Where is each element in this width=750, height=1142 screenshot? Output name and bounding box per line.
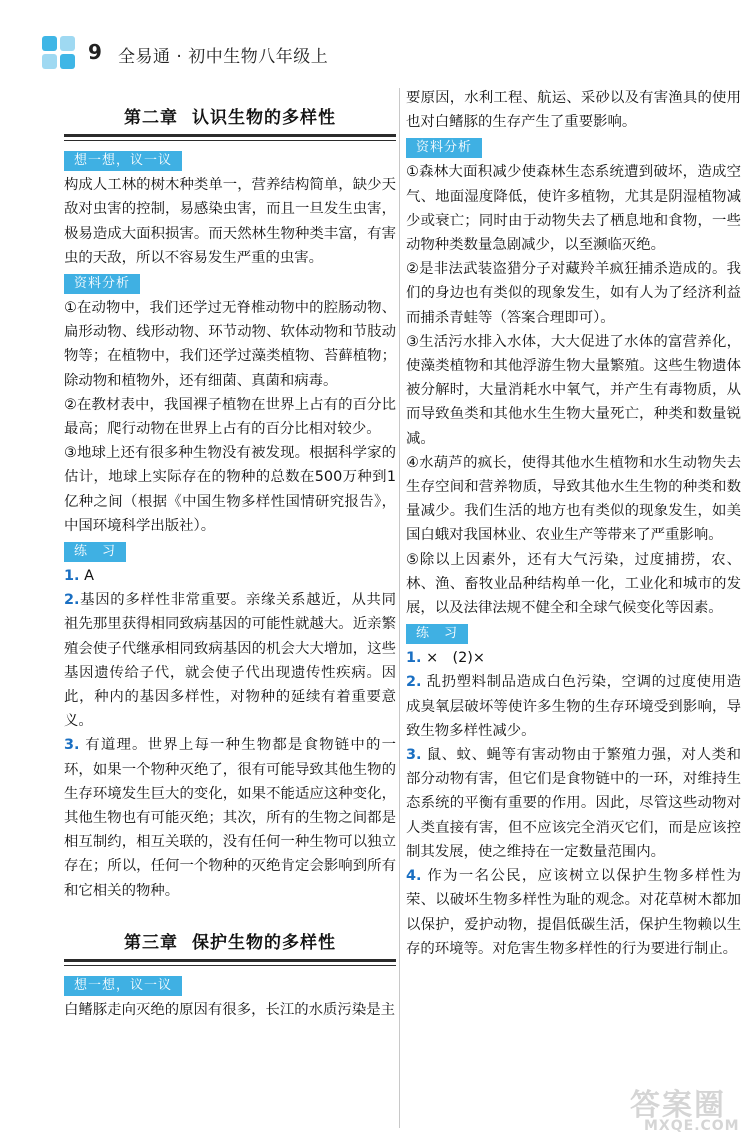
answer-text: 乱扔塑料制品造成白色污染，空调的过度使用造成臭氧层破坏等使许多生物的生存环境受到影响，导致生物多样性减少。 [406, 674, 741, 739]
material-item-3: ③生活污水排入水体，大大促进了水体的富营养化，使藻类植物和其他浮游生物大量繁殖。这些生物遗体被分解时，大量消耗水中氧气，并产生有毒物质，从而导致鱼类和其他水生生物大量死亡，种类和数量锐减。 [406, 333, 741, 447]
question-number: 2. [406, 674, 422, 691]
left-column [64, 96, 396, 1022]
brand-logo-icon [42, 36, 82, 76]
watermark-url: MXQE.COM [644, 1118, 740, 1134]
chapter-2-heading [64, 104, 396, 137]
question-number: 4. [406, 868, 422, 885]
exercise-2 [406, 670, 741, 743]
question-number: 1. [64, 568, 80, 585]
right-column [406, 86, 741, 961]
chapter-3-heading [64, 929, 396, 962]
page-number: 9 [88, 40, 102, 64]
question-number: 1. [406, 650, 422, 667]
answer-text: 有道理。世界上每一种生物都是食物链中的一环，如果一个物种灭绝了，很有可能导致其他生物的生存环境发生巨大的变化，如果不能适应这种变化，其他生物也有可能灭绝；其次，所有的生物之间都是相互制约，相互关联的，没有任何一种生物可以独立存在；所以，任何一个物种的灭绝肯定会影响到所有和它相关的物种。 [64, 737, 396, 899]
material-item-2: ②是非法武装盗猎分子对藏羚羊疯狂捕杀造成的。我们的身边也有类似的现象发生，如有人为了经济利益而捕杀青蛙等（答案合理即可）。 [406, 261, 741, 326]
chapter-title: 保护生物的多样性 [192, 932, 336, 953]
section-tag-material: 资料分析 [64, 274, 140, 294]
material-item-4: ④水葫芦的疯长，使得其他水生植物和水生动物失去生存空间和营养物质，导致其他水生生物的种类和数量减少。我们生活的地方也有类似的现象发生，如美国白蛾对我国林业、农业生产等带来了严重影响。 [406, 454, 741, 544]
question-number: 3. [406, 747, 422, 764]
answer-text: A [84, 568, 94, 585]
book-title: 全易通 · 初中生物八年级上 [118, 47, 329, 67]
column-divider [399, 88, 400, 1128]
material-item-3: ③地球上还有很多种生物没有被发现。根据科学家的估计，地球上实际存在的物种的总数在500万种到1亿种之间（根据《中国生物多样性国情研究报告》，中国环境科学出版社）。 [64, 445, 396, 534]
material-item-1: ①森林大面积减少使森林生态系统遭到破坏，造成空气、地面湿度降低，使许多植物，尤其是阴湿植物减少或衰亡；同时由于动物失去了栖息地和食物，一些动物种类数量急剧减少，以至濒临灭绝。 [406, 164, 741, 254]
section-tag-think: 想一想，议一议 [64, 976, 182, 996]
think-paragraph: 构成人工林的树木种类单一，营养结构简单，缺少天敌对虫害的控制，易感染虫害，而且一旦发生虫害，极易造成大面积损害。而天然林生物种类丰富，有害虫的天敌，所以不容易发生严重的虫害。 [64, 177, 396, 266]
exercise-1 [406, 646, 741, 670]
answer-text: × (2)× [426, 650, 485, 667]
chapter-number: 第二章 [124, 108, 178, 128]
material-item-5: ⑤除以上因素外，还有大气污染，过度捕捞，农、林、渔、畜牧业品种结构单一化，工业化和城市的发展，以及法律法规不健全和全球气候变化等因素。 [406, 551, 741, 617]
exercise-1 [64, 564, 396, 588]
continued-paragraph: 要原因，水利工程、航运、采砂以及有害渔具的使用也对白鳍豚的生存产生了重要影响。 [406, 90, 741, 131]
section-tag-think: 想一想，议一议 [64, 151, 182, 171]
think-paragraph: 白鳍豚走向灭绝的原因有很多，长江的水质污染是主 [64, 1002, 395, 1019]
section-tag-exercise: 练 习 [406, 624, 468, 644]
exercise-3 [64, 733, 396, 902]
material-item-1: ①在动物中，我们还学过无脊椎动物中的腔肠动物、扁形动物、线形动物、环节动物、软体动物和节肢动物等；在植物中，我们还学过藻类植物、苔藓植物；除动物和植物外，还有细菌、真菌和病毒。 [64, 300, 396, 389]
question-number: 2. [64, 592, 80, 609]
page-header [0, 0, 750, 90]
exercise-4 [406, 864, 741, 961]
answer-text: 鼠、蚊、蝇等有害动物由于繁殖力强，对人类和部分动物有害，但它们是食物链中的一环，对维持生态系统的平衡有重要的作用。因此，尽管这些动物对人类直接有害，但不应该完全消灭它们，而是应该控制其发展，使之维持在一定数量范围内。 [406, 747, 741, 860]
section-tag-material: 资料分析 [406, 138, 482, 158]
exercise-3 [406, 743, 741, 864]
answer-text: 基因的多样性非常重要。亲缘关系越近，从共同祖先那里获得相同致病基因的可能性就越大。近亲繁殖会使子代继承相同致病基因的机会大大增加，这些基因遗传给子代，就会使子代出现遗传性疾病。因此，种内的基因多样性，对物种的延续有着重要意义。 [64, 592, 396, 730]
answer-text: 作为一名公民，应该树立以保护生物多样性为荣、以破坏生物多样性为耻的观念。对花草树木都加以保护，爱护动物，提倡低碳生活，保护生物赖以生存的环境等。对危害生物多样性的行为要进行制止。 [406, 868, 741, 957]
chapter-title: 认识生物的多样性 [192, 108, 336, 128]
watermark-text: 答案圈 [630, 1088, 726, 1123]
question-number: 3. [64, 737, 80, 754]
material-item-2: ②在教材表中，我国裸子植物在世界上占有的百分比最高；爬行动物在世界上占有的百分比相对较少。 [64, 396, 396, 438]
watermark-logo [630, 1080, 740, 1136]
section-tag-exercise: 练 习 [64, 542, 126, 562]
chapter-number: 第三章 [124, 932, 178, 953]
exercise-2 [64, 588, 396, 733]
